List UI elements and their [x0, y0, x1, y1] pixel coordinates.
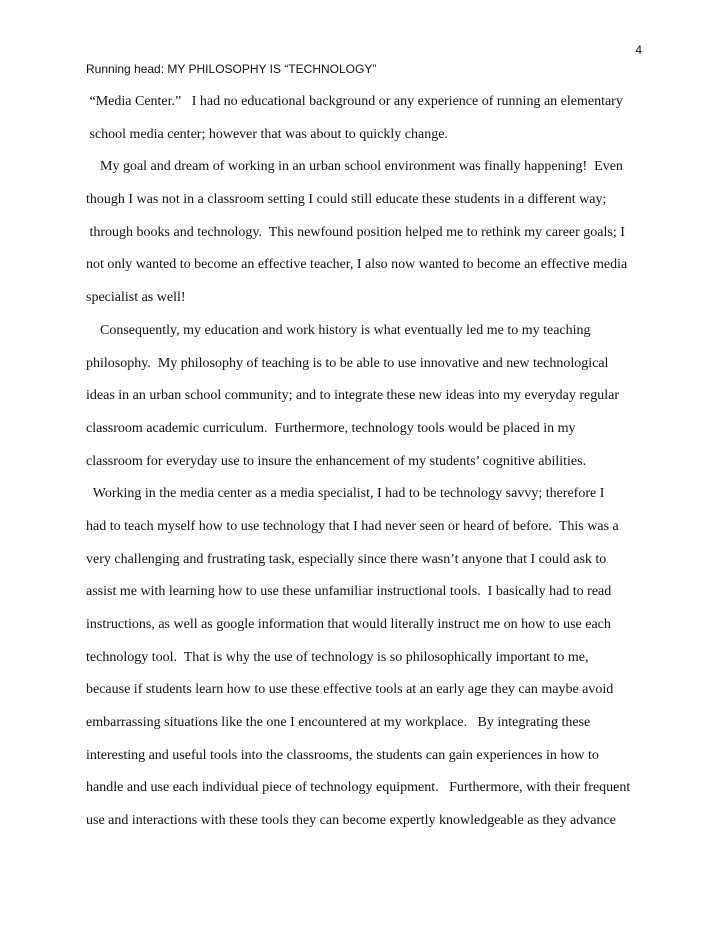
text-line: Working in the media center as a media specialist, I had to be technology savvy; therefore I: [86, 486, 605, 502]
text-line: My goal and dream of working in an urban school environment was finally happening! Even: [86, 159, 623, 175]
text-line: classroom for everyday use to insure the enhancement of my students’ cognitive abilities.: [86, 453, 587, 469]
text-line: not only wanted to become an effective teacher, I also now wanted to become an effective media: [86, 257, 628, 273]
text-line: handle and use each individual piece of technology equipment. Furthermore, with their frequent: [86, 780, 631, 796]
text-line: classroom academic curriculum. Furthermore, technology tools would be placed in my: [86, 420, 576, 436]
text-line: very challenging and frustrating task, especially since there wasn’t anyone that I could ask to: [86, 551, 607, 567]
text-line: Consequently, my education and work history is what eventually led me to my teaching: [86, 322, 591, 338]
text-line: though I was not in a classroom setting I could still educate these students in a different way;: [86, 192, 607, 208]
text-line: “Media Center.” I had no educational background or any experience of running an elementary: [86, 94, 623, 109]
text-line: specialist as well!: [86, 290, 186, 306]
text-line: school media center; however that was about to quickly change.: [86, 126, 448, 142]
text-line: embarrassing situations like the one I encountered at my workplace. By integrating these: [86, 715, 591, 731]
text-line: had to teach myself how to use technology that I had never seen or heard of before. This was a: [86, 518, 619, 534]
body-text: [86, 88, 646, 840]
text-line: through books and technology. This newfound position helped me to rethink my career goals; I: [86, 224, 625, 240]
page-number: 4: [635, 43, 642, 57]
text-line: interesting and useful tools into the classrooms, the students can gain experiences in how to: [86, 747, 599, 763]
text-line: ideas in an urban school community; and to integrate these new ideas into my everyday regular: [86, 388, 620, 404]
text-line: technology tool. That is why the use of technology is so philosophically important to me,: [86, 649, 589, 665]
text-line: instructions, as well as google information that would literally instruct me on how to use each: [86, 617, 611, 632]
text-line: philosophy. My philosophy of teaching is to be able to use innovative and new technological: [86, 355, 609, 371]
text-line: use and interactions with these tools they can become expertly knowledgeable as they advance: [86, 813, 616, 829]
running-head: Running head: MY PHILOSOPHY IS “TECHNOLOGY”: [86, 62, 377, 76]
text-line: because if students learn how to use these effective tools at an early age they can maybe avoid: [86, 682, 614, 698]
text-line: assist me with learning how to use these unfamiliar instructional tools. I basically had to read: [86, 584, 612, 600]
